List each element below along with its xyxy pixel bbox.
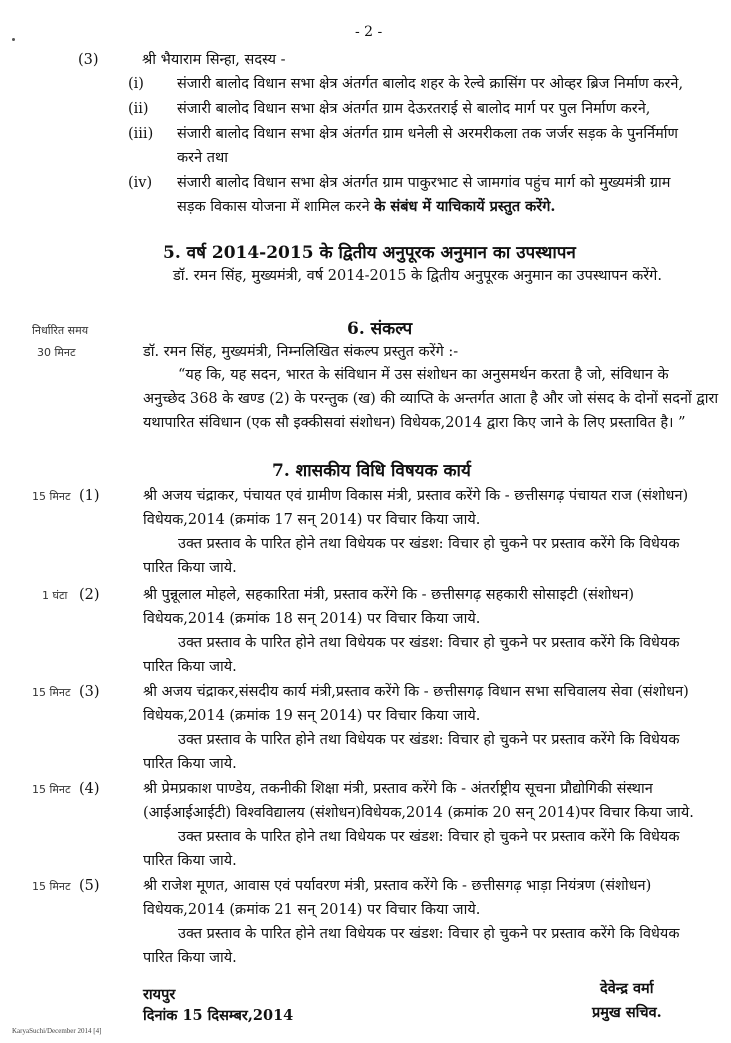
bill-time: 15 मिनट [32, 686, 71, 699]
bill-motion: श्री राजेश मूणत, आवास एवं पर्यावरण मंत्री, प्रस्ताव करेंगे कि - छत्तीसगढ़ भाड़ा नियंत्रण (संशोधन) [143, 878, 652, 894]
bill-passing-text: उक्त प्रस्ताव के पारित होने तथा विधेयक पर खंडश: विचार हो चुकने पर प्रस्ताव करेंगे कि विधेयक [178, 635, 680, 651]
bill-motion-cont: विधेयक,2014 (क्रमांक 17 सन् 2014) पर विचार किया जाये. [143, 512, 481, 528]
bill-motion-cont: विधेयक,2014 (क्रमांक 19 सन् 2014) पर विचार किया जाये. [143, 708, 481, 724]
bill-time: 1 घंटा [42, 589, 68, 602]
bill-time: 15 मिनट [32, 880, 71, 893]
resolution-line: “यह कि, यह सदन, भारत के संविधान में उस संशोधन का अनुसमर्थन करता है जो, संविधान के [178, 367, 669, 383]
bill-number: (2) [79, 587, 100, 603]
resolution-line: अनुच्छेद 368 के खण्ड (2) के परन्तुक (ख) की व्याप्ति के अन्तर्गत आता है और जो संसद के दोनों सदनों द्वारा [143, 391, 719, 407]
petition-item-text: संजारी बालोद विधान सभा क्षेत्र अंतर्गत बालोद शहर के रेल्वे क्रासिंग पर ओव्हर ब्रिज निर्माण करने, [177, 76, 684, 92]
bill-motion-cont: विधेयक,2014 (क्रमांक 21 सन् 2014) पर विचार किया जाये. [143, 902, 481, 918]
bill-passing-text: उक्त प्रस्ताव के पारित होने तथा विधेयक पर खंडश: विचार हो चुकने पर प्रस्ताव करेंगे कि विधेयक [178, 536, 680, 552]
bill-motion: श्री पुन्नूलाल मोहले, सहकारिता मंत्री, प्रस्ताव करेंगे कि - छत्तीसगढ़ सहकारी सोसाइटी (संशोधन) [143, 587, 635, 603]
section5-heading: 5. वर्ष 2014-2015 के द्वितीय अनुपूरक अनुमान का उपस्थापन [163, 243, 576, 263]
petition-last-line-bold: के संबंध में याचिकायें प्रस्तुत करेंगे. [374, 198, 556, 215]
section7-heading: 7. शासकीय विधि विषयक कार्य [272, 461, 471, 481]
petition-member: श्री भैयाराम सिन्हा, सदस्य - [142, 52, 286, 68]
bill-passing-text: उक्त प्रस्ताव के पारित होने तथा विधेयक पर खंडश: विचार हो चुकने पर प्रस्ताव करेंगे कि विधेयक [178, 732, 680, 748]
bill-passing-cont: पारित किया जाये. [143, 853, 237, 869]
footer-date: दिनांक 15 दिसम्बर,2014 [143, 1007, 294, 1024]
page-number: - 2 - [355, 24, 383, 40]
bill-passing-cont: पारित किया जाये. [143, 950, 237, 966]
bill-motion: श्री प्रेमप्रकाश पाण्डेय, तकनीकी शिक्षा मंत्री, प्रस्ताव करेंगे कि - अंतर्राष्ट्रीय सूचना प्रौद्योगिकी संस्थान [143, 781, 653, 797]
bill-motion: श्री अजय चंद्राकर,संसदीय कार्य मंत्री,प्रस्ताव करेंगे कि - छत्तीसगढ़ विधान सभा सचिवालय सेवा (संशोधन) [143, 684, 689, 700]
bill-time: 15 मिनट [32, 490, 71, 503]
petition-last-line [177, 197, 555, 217]
bill-number: (5) [79, 878, 100, 894]
bill-number: (1) [79, 488, 100, 504]
petition-item-num: (i) [128, 76, 144, 92]
bill-passing-cont: पारित किया जाये. [143, 756, 237, 772]
petition-last-line-plain: सड़क विकास योजना में शामिल करने [177, 199, 375, 215]
petition-item-text: संजारी बालोद विधान सभा क्षेत्र अंतर्गत ग्राम धनेली से अरमरीकला तक जर्जर सड़क के पुनर्निर्माण [177, 126, 679, 142]
petition-item-text-cont: करने तथा [177, 150, 229, 166]
petition-item-text: संजारी बालोद विधान सभा क्षेत्र अंतर्गत ग्राम पाकुरभाट से जामगांव पहुंच मार्ग को मुख्यमंत्री ग्राम [177, 175, 671, 191]
allotted-time-label: निर्धारित समय [32, 324, 89, 337]
bill-motion: श्री अजय चंद्राकर, पंचायत एवं ग्रामीण विकास मंत्री, प्रस्ताव करेंगे कि - छत्तीसगढ़ पंचायत राज (संशोधन) [143, 488, 689, 504]
bill-passing-cont: पारित किया जाये. [143, 560, 237, 576]
allotted-time-value: 30 मिनट [37, 346, 76, 359]
petition-number: (3) [78, 52, 99, 68]
bill-passing-cont: पारित किया जाये. [143, 659, 237, 675]
bill-motion-cont: (आईआईआईटी) विश्वविद्यालय (संशोधन)विधेयक,2014 (क्रमांक 20 सन् 2014)पर विचार किया जाये. [143, 805, 694, 821]
document-code: KaryaSuchi/December 2014 [4] [12, 1027, 102, 1035]
scan-mark [12, 38, 15, 41]
petition-item-num: (iv) [128, 175, 153, 191]
footer-place: रायपुर [143, 986, 176, 1003]
petition-item-num: (iii) [128, 126, 154, 142]
petition-item-text: संजारी बालोद विधान सभा क्षेत्र अंतर्गत ग्राम देऊरतराई से बालोद मार्ग पर पुल निर्माण करने, [177, 101, 651, 117]
section6-intro: डॉ. रमन सिंह, मुख्यमंत्री, निम्नलिखित संकल्प प्रस्तुत करेंगे :- [143, 344, 459, 360]
bill-motion-cont: विधेयक,2014 (क्रमांक 18 सन् 2014) पर विचार किया जाये. [143, 611, 481, 627]
signatory-name: देवेन्द्र वर्मा [600, 980, 654, 997]
resolution-line: यथापारित संविधान (एक सौ इक्कीसवां संशोधन) विधेयक,2014 द्वारा किए जाने के लिए प्रस्तावित है। ” [143, 415, 686, 431]
bill-time: 15 मिनट [32, 783, 71, 796]
bill-number: (3) [79, 684, 100, 700]
bill-passing-text: उक्त प्रस्ताव के पारित होने तथा विधेयक पर खंडश: विचार हो चुकने पर प्रस्ताव करेंगे कि विधेयक [178, 926, 680, 942]
section5-text: डॉ. रमन सिंह, मुख्यमंत्री, वर्ष 2014-2015 के द्वितीय अनुपूरक अनुमान का उपस्थापन करेंगे. [173, 268, 662, 284]
section6-heading: 6. संकल्प [347, 319, 413, 339]
signatory-title: प्रमुख सचिव. [592, 1004, 662, 1021]
bill-number: (4) [79, 781, 100, 797]
petition-item-num: (ii) [128, 101, 149, 117]
bill-passing-text: उक्त प्रस्ताव के पारित होने तथा विधेयक पर खंडश: विचार हो चुकने पर प्रस्ताव करेंगे कि विधेयक [178, 829, 680, 845]
